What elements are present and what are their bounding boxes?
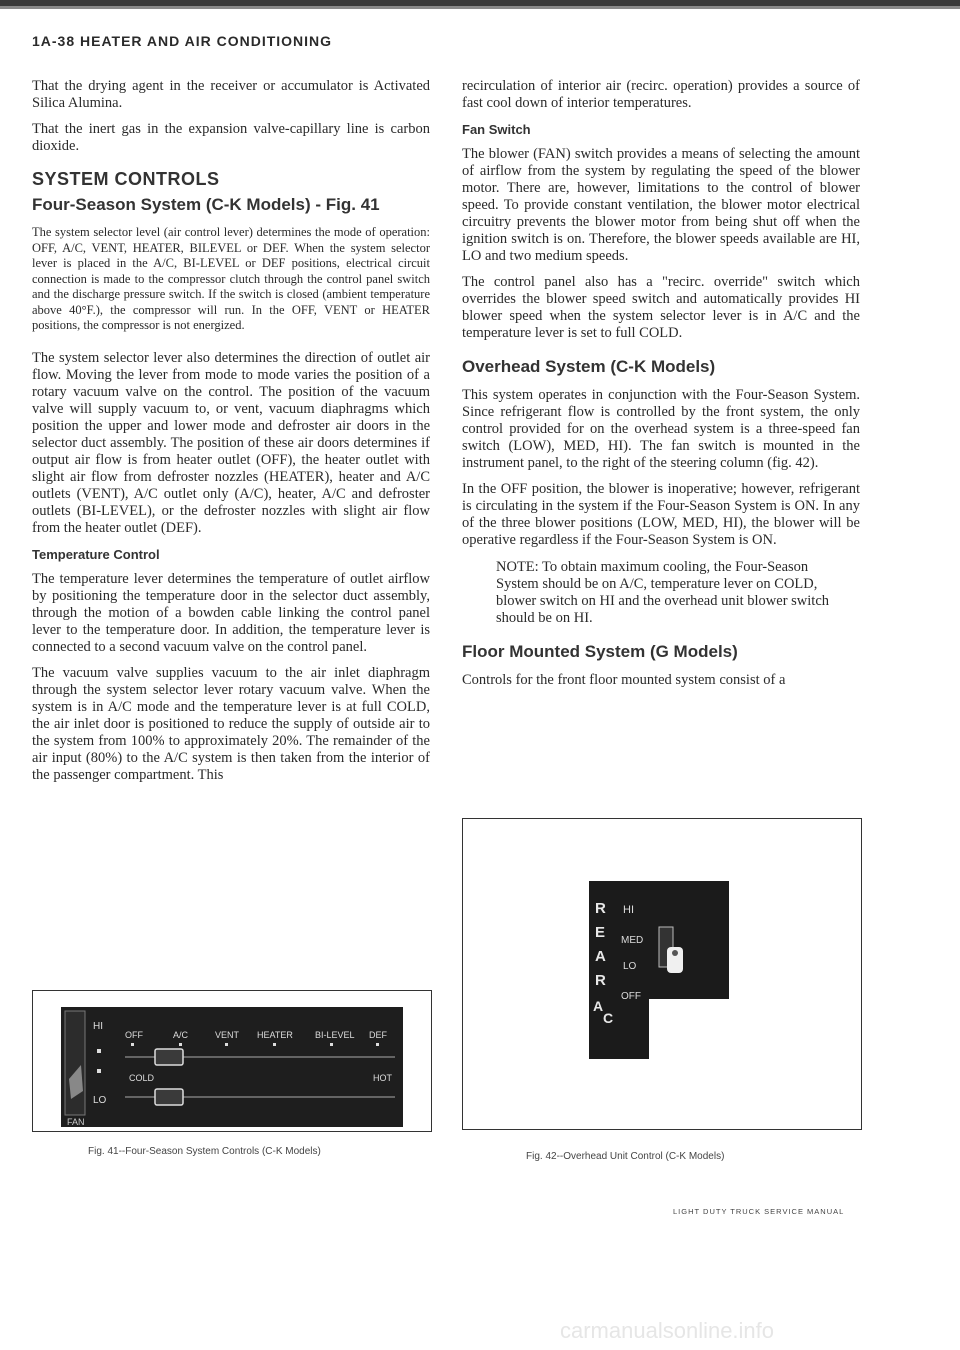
fan-lever-slot bbox=[65, 1011, 85, 1115]
rear-letter: E bbox=[595, 924, 606, 941]
subsection-heading: Floor Mounted System (G Models) bbox=[462, 642, 738, 661]
mode-label: A/C bbox=[173, 1030, 189, 1040]
paragraph: Controls for the front floor mounted system consist of a bbox=[462, 672, 786, 688]
top-rule-secondary bbox=[0, 6, 960, 9]
note: NOTE: To obtain maximum cooling, the Four-Season System should be on A/C, temperature lever on COLD, blower switch on HI and the overhead unit blower switch should be on HI. bbox=[496, 559, 830, 626]
fan-mark bbox=[97, 1069, 101, 1073]
paragraph: That the drying agent in the receiver or accumulator is Activated Silica Alumina. bbox=[32, 78, 430, 111]
mode-lever-handle bbox=[155, 1049, 183, 1065]
mode-label: DEF bbox=[369, 1030, 387, 1040]
fan-hi-label: HI bbox=[93, 1021, 103, 1032]
temp-hot-label: HOT bbox=[373, 1073, 392, 1083]
fan-mark bbox=[97, 1049, 101, 1053]
figure-42 bbox=[462, 818, 862, 1130]
fan-label: FAN bbox=[67, 1117, 85, 1127]
page-header: 1A-38 HEATER AND AIR CONDITIONING bbox=[32, 33, 333, 49]
paragraph: recirculation of interior air (recirc. operation) provides a source of fast cool down of interior temperatures. bbox=[462, 78, 860, 111]
speed-off-label: OFF bbox=[621, 991, 641, 1002]
footer: LIGHT DUTY TRUCK SERVICE MANUAL bbox=[673, 1207, 845, 1216]
minor-heading: Temperature Control bbox=[32, 546, 160, 562]
ac-letter-c: C bbox=[603, 1010, 614, 1026]
rear-letter: A bbox=[595, 948, 606, 965]
paragraph: That the inert gas in the expansion valve-capillary line is carbon dioxide. bbox=[32, 121, 430, 154]
overhead-control-photo bbox=[463, 819, 861, 1129]
temp-lever-handle bbox=[155, 1089, 183, 1105]
paragraph: The vacuum valve supplies vacuum to the air inlet diaphragm through the system selector lever rotary vacuum valve. When the system is in A/C mode and the temperature lever is at full COLD, the air inlet door is positioned to reduce the supply of outside air to the system from 100% to approximately 20%. The remainder of the air input (80%) to the A/C system is then taken from the interior of the passenger compartment. This bbox=[32, 664, 430, 783]
paragraph: The control panel also has a "recirc. override" switch which overrides the blower speed switch and automatically provides HI blower speed when the system selector lever is in A/C and the temperature lever is set to full COLD. bbox=[462, 274, 860, 341]
figure-41 bbox=[32, 990, 432, 1132]
speed-hi-label: HI bbox=[623, 904, 634, 916]
figure-41-caption: Fig. 41--Four-Season System Controls (C-K Models) bbox=[88, 1146, 321, 1157]
knob-detail bbox=[672, 950, 678, 956]
mode-label: VENT bbox=[215, 1030, 240, 1040]
paragraph: The temperature lever determines the temperature of outlet airflow by positioning the temperature door in the selector duct assembly, through the motion of a bowden cable linking the control panel lever to the temperature door. In addition, the temperature lever is connected to a second vacuum valve on the control panel. bbox=[32, 570, 430, 655]
panel-body bbox=[61, 1007, 403, 1127]
ac-letter-a: A bbox=[593, 998, 604, 1014]
speed-lo-label: LO bbox=[623, 961, 637, 972]
left-column bbox=[32, 78, 430, 793]
paragraph: This system operates in conjunction with the Four-Season System. Since refrigerant flow is controlled by the front system, the only control provided for on the overhead system is a three-speed fan switch (LOW), MED, HI). The fan switch is mounted in the instrument panel, to the right of the steering column (fig. 42). bbox=[462, 387, 860, 471]
right-column bbox=[462, 78, 860, 698]
paragraph: The system selector level (air control lever) determines the mode of operation: OFF, A/C, VENT, HEATER, BILEVEL or DEF. When the system selector lever is placed in the A/C, BI-LEVEL or DEF positions, electrical circuit connection is made to the compressor clutch through the control panel switch and the discharge pressure switch. If the switch is closed (ambient temperature above 40°F.), the compressor will run. In the OFF, VENT or HEATER positions, the compressor is not energized. bbox=[32, 225, 430, 332]
mode-label: BI-LEVEL bbox=[315, 1030, 355, 1040]
paragraph: The system selector lever also determines the direction of outlet air flow. Moving the lever from mode to mode varies the position of a rotary vacuum valve on the control. The position of the vacuum valve will supply vacuum to, or vent, vacuum diaphragms which position the upper and lower mode and defroster air doors in the selector duct assembly. The position of these air doors determines if output air flow is from heater outlet (OFF), the heater outlet with slight air flow from defroster nozzles (HEATER), heater and A/C outlets (VENT), A/C outlet only (A/C), heater, A/C and defroster outlets (BI-LEVEL), or the defroster nozzles with slight air flow from the heater outlet (DEF). bbox=[32, 349, 430, 536]
mode-label: OFF bbox=[125, 1030, 143, 1040]
switch-plate bbox=[589, 881, 729, 1059]
speed-med-label: MED bbox=[621, 935, 644, 946]
figure-42-caption: Fig. 42--Overhead Unit Control (C-K Models) bbox=[526, 1151, 725, 1162]
mode-label: HEATER bbox=[257, 1030, 293, 1040]
temp-cold-label: COLD bbox=[129, 1073, 155, 1083]
fan-lo-label: LO bbox=[93, 1095, 107, 1106]
section-heading: SYSTEM CONTROLS bbox=[32, 169, 220, 189]
control-panel-photo bbox=[33, 991, 431, 1131]
rear-letter: R bbox=[595, 972, 606, 989]
paragraph: The blower (FAN) switch provides a means of selecting the amount of airflow from the system by regulating the speed of the blower motor. There are, however, limitations to the control of blower speed. To provide constant ventilation, the blower motor electrical circuitry prevents the blower motor from being shut off when the ignition switch is on. Therefore, the blower speeds available are HI, LO and two medium speeds. bbox=[462, 146, 860, 264]
watermark: carmanualsonline.info bbox=[560, 1318, 775, 1343]
subsection-heading: Overhead System (C-K Models) bbox=[462, 357, 716, 376]
rear-letter: R bbox=[595, 900, 606, 917]
minor-heading: Fan Switch bbox=[462, 122, 531, 137]
subsection-heading: Four-Season System (C-K Models) - Fig. 41 bbox=[32, 195, 380, 214]
paragraph: In the OFF position, the blower is inoperative; however, refrigerant is circulating in the system if the Four-Season System is ON. In any of the three blower positions (LOW, MED, HI), the blower will be operative regardless if the Four-Season System is ON. bbox=[462, 481, 860, 548]
